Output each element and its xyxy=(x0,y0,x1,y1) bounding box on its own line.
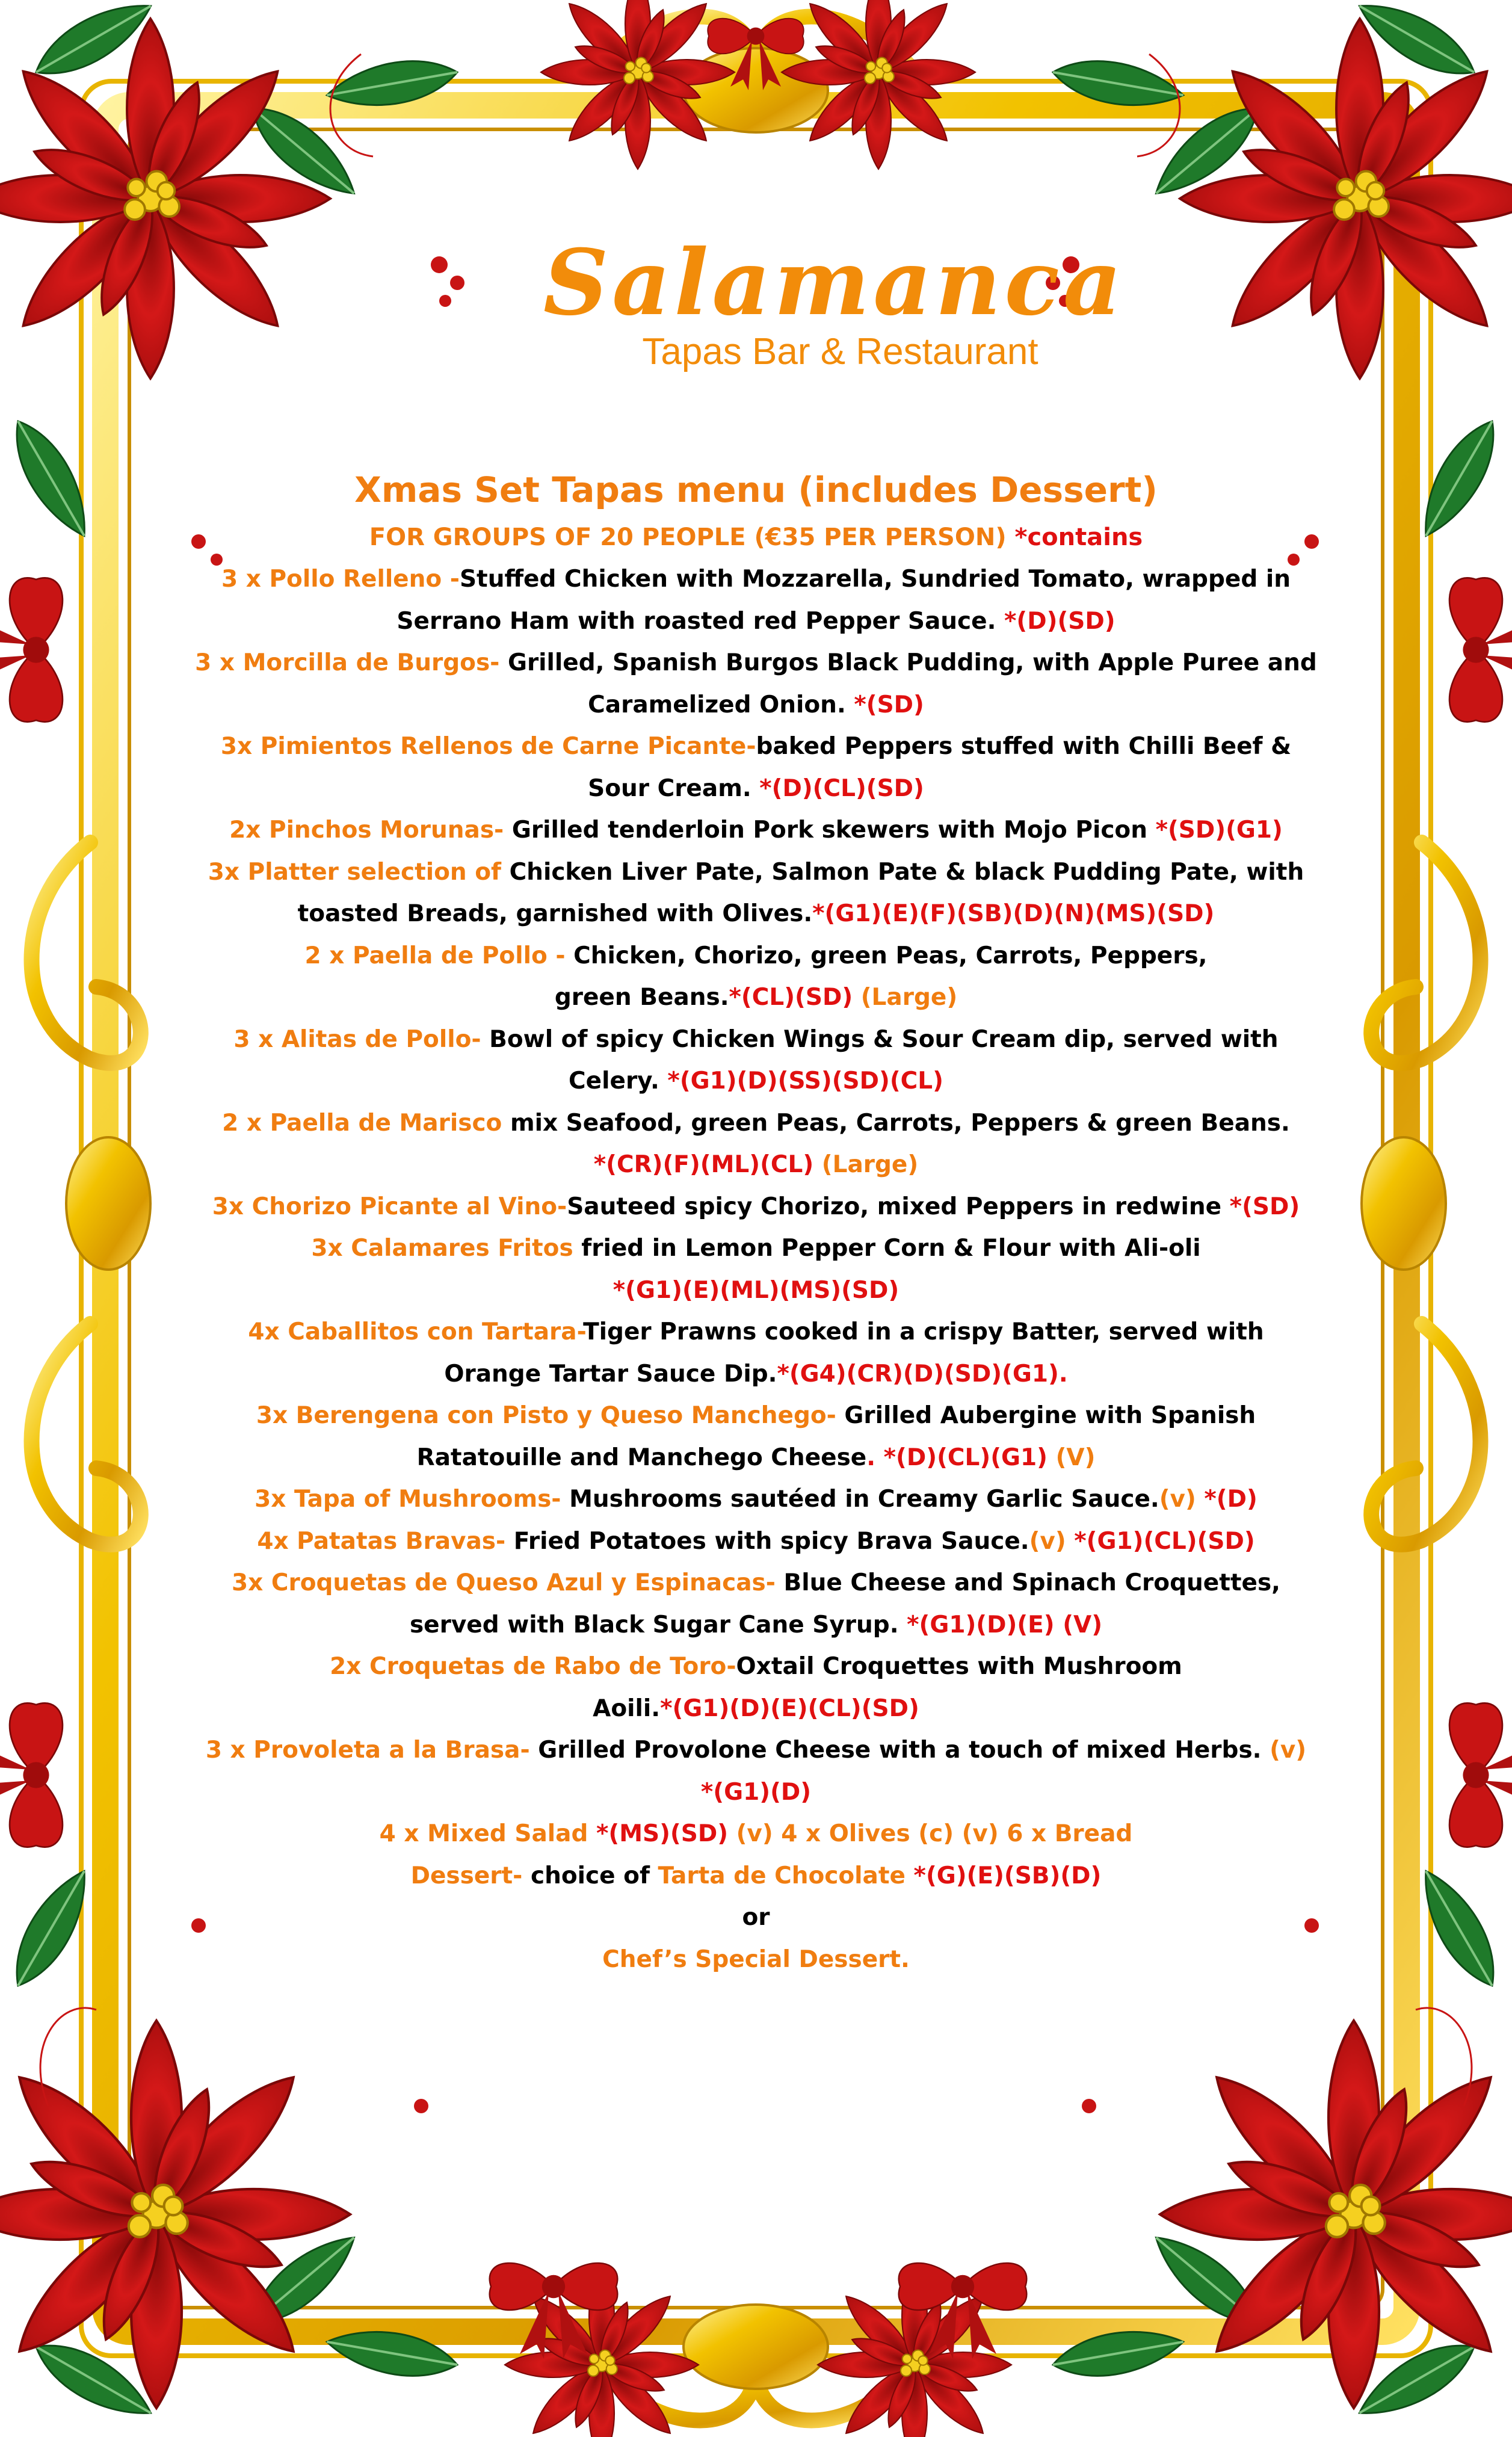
item-veg-note: (V) xyxy=(1063,1611,1103,1639)
item-allergens: *(D)(CL)(SD) xyxy=(759,774,924,802)
dessert-or: or xyxy=(742,1904,770,1931)
item-allergens: *(SD)(G1) xyxy=(1155,817,1283,844)
salad-allergens: *(MS)(SD) xyxy=(596,1820,729,1847)
item-desc: Chicken Liver Pate, Salmon Pate & black Pudding Pate, with xyxy=(509,858,1304,886)
item-desc: mix Seafood, green Peas, Carrots, Peppers & green Beans. xyxy=(510,1109,1290,1137)
item-desc: Grilled Aubergine with Spanish xyxy=(844,1402,1256,1429)
item-allergens: *(G1)(E)(F)(SB)(D)(N)(MS)(SD) xyxy=(812,900,1215,927)
menu-item xyxy=(181,558,1331,642)
item-desc: Stuffed Chicken with Mozzarella, Sundried Tomato, wrapped in xyxy=(459,566,1291,593)
dessert-label: Dessert- xyxy=(410,1862,523,1889)
item-veg-note: (v) xyxy=(1159,1486,1196,1513)
item-name: 2 x Paella de Pollo - xyxy=(304,942,566,969)
item-desc: Fried Potatoes with spicy Brava Sauce. xyxy=(513,1527,1029,1555)
item-name: 4x Caballitos con Tartara- xyxy=(248,1318,584,1345)
item-desc: Grilled, Spanish Burgos Black Pudding, with Apple Puree and xyxy=(507,649,1317,676)
item-name: 4x Patatas Bravas- xyxy=(257,1527,506,1555)
dessert-option-chef-special: Chef’s Special Dessert. xyxy=(602,1945,910,1973)
extras-line xyxy=(181,1813,1331,1855)
item-desc: green Beans. xyxy=(554,984,729,1011)
menu-item xyxy=(181,1311,1331,1395)
item-desc: Grilled tenderloin Pork skewers with Mojo Picon xyxy=(511,817,1147,844)
menu-item xyxy=(181,642,1331,726)
groups-label: FOR GROUPS OF 20 PEOPLE (€35 PER PERSON) xyxy=(369,524,1007,551)
menu-item xyxy=(181,1019,1331,1102)
item-desc: Serrano Ham with roasted red Pepper Sauce. xyxy=(397,607,996,635)
item-desc: Blue Cheese and Spinach Croquettes, xyxy=(783,1569,1280,1596)
item-name: 2x Pinchos Morunas- xyxy=(229,817,504,844)
item-name: 3 x Pollo Relleno - xyxy=(221,566,460,593)
item-allergens: *(D) xyxy=(1204,1486,1257,1513)
dessert-option-chocolate: Tarta de Chocolate xyxy=(658,1862,906,1889)
item-desc: served with Black Sugar Cane Syrup. xyxy=(409,1611,899,1639)
item-desc: Orange Tartar Sauce Dip. xyxy=(444,1360,777,1388)
item-name: 3x Calamares Fritos xyxy=(311,1235,573,1262)
menu-item xyxy=(181,809,1331,851)
item-desc: Caramelized Onion. xyxy=(588,691,846,718)
brand-logo xyxy=(181,229,1331,373)
menu-item xyxy=(181,851,1331,935)
item-allergens: *(G4)(CR)(D)(SD)(G1). xyxy=(777,1360,1068,1388)
menu-item xyxy=(181,1228,1331,1311)
menu-item xyxy=(181,1186,1331,1228)
brand-name: Salamanca xyxy=(543,230,1126,336)
item-name: 3x Berengena con Pisto y Queso Manchego- xyxy=(256,1402,836,1429)
item-name: 3 x Alitas de Pollo- xyxy=(233,1025,481,1053)
item-allergens: *(G1)(D)(E) xyxy=(907,1611,1055,1639)
item-desc: Chicken, Chorizo, green Peas, Carrots, Peppers, xyxy=(573,942,1208,969)
set-menu xyxy=(181,463,1331,1980)
menu-item xyxy=(181,1562,1331,1646)
item-size-note: (Large) xyxy=(821,1151,919,1178)
dessert-section xyxy=(181,1855,1331,1981)
groups-line xyxy=(181,516,1331,558)
item-desc: Sauteed spicy Chorizo, mixed Peppers in redwine xyxy=(567,1193,1222,1220)
item-veg-note: (v) xyxy=(1270,1737,1307,1764)
item-desc: Bowl of spicy Chicken Wings & Sour Cream dip, served with xyxy=(489,1025,1279,1053)
menu-item xyxy=(181,1395,1331,1478)
olives-bread-label: (v) 4 x Olives (c) (v) 6 x Bread xyxy=(736,1820,1133,1847)
item-allergens: *(SD) xyxy=(854,691,924,718)
menu-item xyxy=(181,1646,1331,1729)
contains-marker: *contains xyxy=(1014,524,1143,551)
menu-item xyxy=(181,1478,1331,1521)
menu-item xyxy=(181,935,1331,1019)
item-name: 3x Tapa of Mushrooms- xyxy=(255,1486,561,1513)
item-allergens: *(G1)(D)(SS)(SD)(CL) xyxy=(667,1067,943,1095)
item-name: 3 x Morcilla de Burgos- xyxy=(195,649,500,676)
item-allergens: *(SD) xyxy=(1229,1193,1300,1220)
item-name: 3x Croquetas de Queso Azul y Espinacas- xyxy=(232,1569,776,1596)
item-desc: Oxtail Croquettes with Mushroom xyxy=(736,1653,1182,1680)
item-desc: Grilled Provolone Cheese with a touch of mixed Herbs. xyxy=(538,1737,1262,1764)
item-veg-note: (v) xyxy=(1029,1527,1066,1555)
item-desc: Aoili. xyxy=(593,1694,661,1722)
item-name: 3x Pimientos Rellenos de Carne Picante- xyxy=(220,733,756,760)
item-name: 3 x Provoleta a la Brasa- xyxy=(205,1737,530,1764)
item-desc: Ratatouille and Manchego Cheese xyxy=(416,1444,867,1471)
item-size-note: (Large) xyxy=(860,984,958,1011)
item-allergens: *(G1)(D) xyxy=(700,1778,812,1806)
menu-item xyxy=(181,1102,1331,1186)
item-name: 3x Platter selection of xyxy=(208,858,501,886)
item-allergens: *(CR)(F)(ML)(CL) xyxy=(593,1151,814,1178)
salad-label: 4 x Mixed Salad xyxy=(379,1820,588,1847)
item-allergens: *(CL)(SD) xyxy=(729,984,853,1011)
brand-subtitle: Tapas Bar & Restaurant xyxy=(642,331,1038,372)
menu-item xyxy=(181,1729,1331,1813)
item-desc: Tiger Prawns cooked in a crispy Batter, served with xyxy=(583,1318,1264,1345)
item-desc: Sour Cream. xyxy=(588,774,751,802)
menu-item xyxy=(181,726,1331,809)
menu-item xyxy=(181,1521,1331,1563)
item-allergens: *(G1)(CL)(SD) xyxy=(1074,1527,1255,1555)
item-allergens: *(G1)(D)(E)(CL)(SD) xyxy=(660,1694,919,1722)
item-desc: baked Peppers stuffed with Chilli Beef & xyxy=(756,733,1292,760)
item-name: 2 x Paella de Marisco xyxy=(222,1109,502,1137)
dessert-allergens: *(G)(E)(SB)(D) xyxy=(913,1862,1102,1889)
item-name: 2x Croquetas de Rabo de Toro- xyxy=(330,1653,736,1680)
item-desc: Mushrooms sautéed in Creamy Garlic Sauce. xyxy=(569,1486,1159,1513)
item-name: 3x Chorizo Picante al Vino- xyxy=(212,1193,567,1220)
item-allergens: *(G1)(E)(ML)(MS)(SD) xyxy=(613,1276,899,1304)
menu-title: Xmas Set Tapas menu (includes Dessert) xyxy=(354,469,1158,510)
item-desc: toasted Breads, garnished with Olives. xyxy=(297,900,813,927)
item-allergens: *(D)(SD) xyxy=(1004,607,1115,635)
item-desc: Celery. xyxy=(569,1067,659,1095)
dessert-choice-text: choice of xyxy=(530,1862,650,1889)
item-desc: fried in Lemon Pepper Corn & Flour with Ali-oli xyxy=(581,1235,1201,1262)
item-veg-note: (V) xyxy=(1055,1444,1096,1471)
item-allergens: . *(D)(CL)(G1) xyxy=(866,1444,1048,1471)
